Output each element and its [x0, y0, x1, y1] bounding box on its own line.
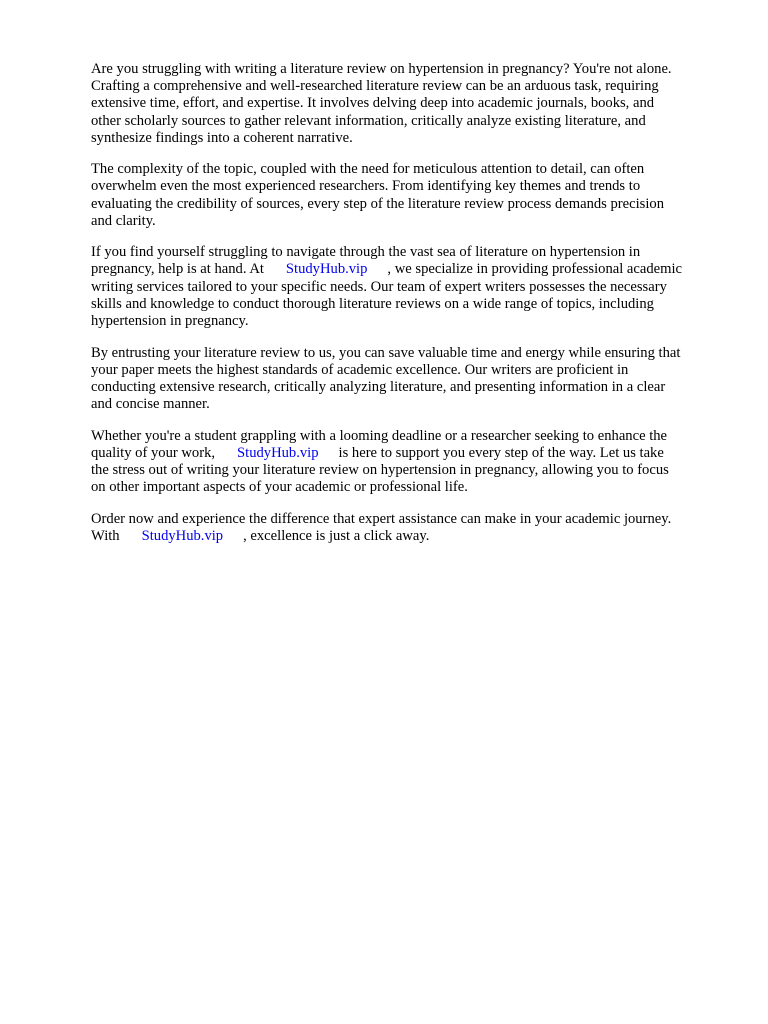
paragraph-order [91, 511, 727, 545]
text-line: evaluating the credibility of sources, every step of the literature review process demands precision [91, 195, 665, 212]
text-line: on other important aspects of your academic or professional life. [91, 479, 468, 496]
text-line: your paper meets the highest standards of academic excellence. Our writers are proficient in [91, 361, 629, 378]
text-line: and concise manner. [91, 396, 210, 413]
studyhub-link[interactable]: StudyHub.vip [237, 444, 319, 461]
paragraph-entrusting [91, 345, 727, 414]
studyhub-link[interactable]: StudyHub.vip [285, 261, 368, 278]
text-line: By entrusting your literature review to us, you can save valuable time and energy while ensuring that [91, 344, 681, 361]
text-fragment: , excellence is just a click away. [243, 527, 430, 544]
text-fragment: pregnancy, help is at hand. At [91, 261, 264, 278]
paragraph-complexity [91, 161, 727, 230]
text-line-with-link [91, 528, 727, 545]
text-fragment: , we specialize in providing professional academic [387, 261, 683, 278]
text-line: Crafting a comprehensive and well-researched literature review can be an arduous task, requiring [91, 78, 659, 95]
text-line: the stress out of writing your literature review on hypertension in pregnancy, allowing you to focus [91, 461, 669, 478]
text-line: other scholarly sources to gather relevant information, critically analyze existing literature, and [91, 112, 646, 129]
text-line: extensive time, effort, and expertise. It involves delving deep into academic journals, books, and [91, 95, 655, 112]
paragraph-support [91, 428, 727, 497]
text-line: conducting extensive research, critically analyzing literature, and presenting information in a clear [91, 378, 666, 395]
paragraph-help [91, 244, 727, 330]
text-line: skills and knowledge to conduct thorough literature reviews on a wide range of topics, including [91, 295, 654, 312]
text-line: synthesize findings into a coherent narrative. [91, 129, 353, 146]
paragraph-intro [91, 61, 727, 147]
text-line-with-link [91, 261, 727, 278]
text-line: and clarity. [91, 212, 156, 229]
document-page [91, 61, 727, 559]
studyhub-link[interactable]: StudyHub.vip [141, 527, 224, 544]
text-fragment: With [91, 527, 120, 544]
text-line: Are you struggling with writing a literature review on hypertension in pregnancy? You're not alone. [91, 61, 672, 77]
text-line: overwhelm even the most experienced researchers. From identifying key themes and trends to [91, 178, 641, 195]
text-line: writing services tailored to your specific needs. Our team of expert writers possesses the necessary [91, 278, 667, 295]
text-line: The complexity of the topic, coupled with the need for meticulous attention to detail, can often [91, 161, 645, 178]
text-line: If you find yourself struggling to navigate through the vast sea of literature on hypertension in [91, 244, 641, 261]
text-line-with-link [91, 445, 727, 462]
text-line: Order now and experience the difference that expert assistance can make in your academic journey. [91, 510, 672, 527]
text-fragment: quality of your work, [91, 444, 216, 461]
text-line: hypertension in pregnancy. [91, 313, 249, 330]
text-line: Whether you're a student grappling with a looming deadline or a researcher seeking to enhance the [91, 427, 668, 444]
text-fragment: is here to support you every step of the way. Let us take [338, 444, 664, 461]
